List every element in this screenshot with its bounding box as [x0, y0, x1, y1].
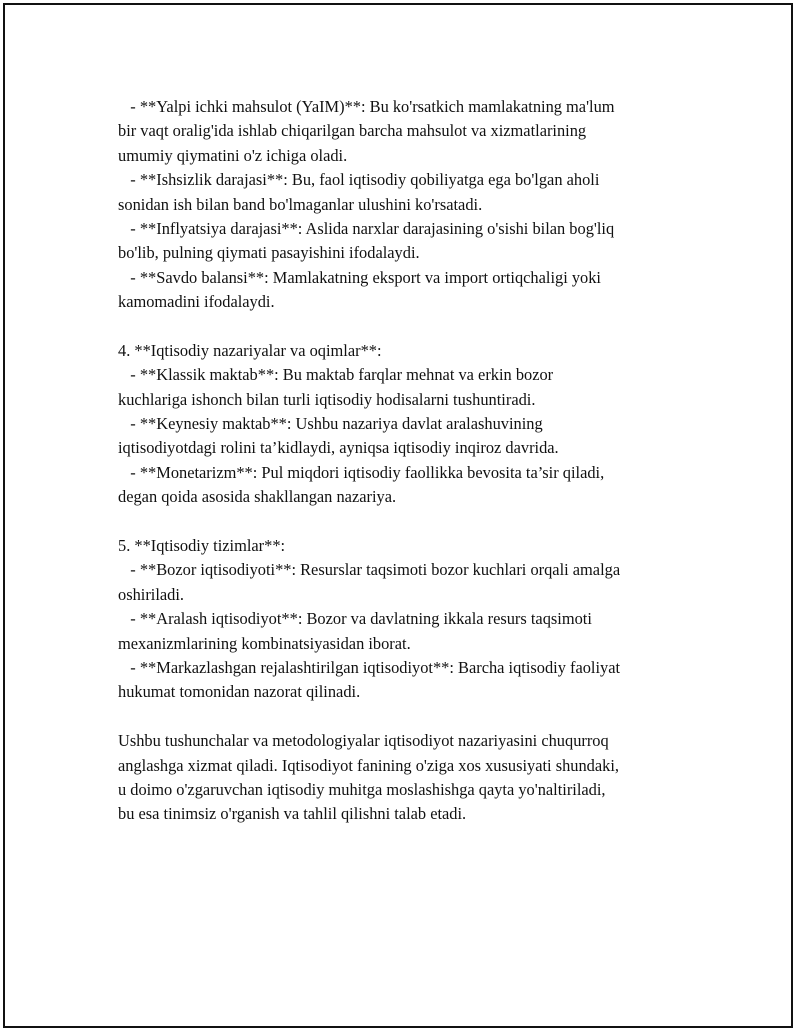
- text-line: - **Monetarizm**: Pul miqdori iqtisodiy faollikka bevosita ta’sir qiladi,: [118, 462, 605, 482]
- section-heading: 4. **Iqtisodiy nazariyalar va oqimlar**:: [118, 340, 382, 360]
- text-line: Ushbu tushunchalar va metodologiyalar iqtisodiyot nazariyasini chuqurroq: [118, 731, 609, 751]
- text-line: bu esa tinimsiz o'rganish va tahlil qilishni talab etadi.: [118, 804, 467, 824]
- text-line: umumiy qiymatini o'z ichiga oladi.: [118, 145, 348, 165]
- paragraph-conclusion: [118, 729, 718, 827]
- paragraph-systems: [118, 534, 718, 705]
- paragraph-indicators: [118, 95, 718, 315]
- text-line: - **Aralash iqtisodiyot**: Bozor va davlatning ikkala resurs taqsimoti: [118, 609, 592, 629]
- text-line: - **Markazlashgan rejalashtirilgan iqtisodiyot**: Barcha iqtisodiy faoliyat: [118, 657, 621, 677]
- text-line: - **Bozor iqtisodiyoti**: Resurslar taqsimoti bozor kuchlari orqali amalga: [118, 560, 621, 580]
- text-line: degan qoida asosida shakllangan nazariya.: [118, 487, 397, 507]
- text-line: - **Inflyatsiya darajasi**: Aslida narxlar darajasining o'sishi bilan bog'liq: [118, 218, 615, 238]
- text-line: kamomadini ifodalaydi.: [118, 292, 275, 312]
- text-line: u doimo o'zgaruvchan iqtisodiy muhitga moslashishga qayta yo'naltiriladi,: [118, 779, 606, 799]
- text-line: - **Keynesiy maktab**: Ushbu nazariya davlat aralashuvining: [118, 414, 543, 434]
- text-line: iqtisodiyotdagi rolini ta’kidlaydi, ayniqsa iqtisodiy inqiroz davrida.: [118, 438, 559, 458]
- text-line: anglashga xizmat qiladi. Iqtisodiyot fanining o'ziga xos xususiyati shundaki,: [118, 755, 619, 775]
- text-line: oshiriladi.: [118, 584, 185, 604]
- paragraph-theories: [118, 339, 718, 510]
- text-line: - **Klassik maktab**: Bu maktab farqlar mehnat va erkin bozor: [118, 365, 554, 385]
- paragraph-gap: [118, 705, 718, 729]
- text-line: kuchlariga ishonch bilan turli iqtisodiy hodisalarni tushuntiradi.: [118, 389, 536, 409]
- text-line: - **Yalpi ichki mahsulot (YaIM)**: Bu ko'rsatkich mamlakatning ma'lum: [118, 97, 615, 116]
- text-line: - **Ishsizlik darajasi**: Bu, faol iqtisodiy qobiliyatga ega bo'lgan aholi: [118, 170, 600, 190]
- document-text: [118, 95, 718, 827]
- text-line: sonidan ish bilan band bo'lmaganlar ulushini ko'rsatadi.: [118, 194, 483, 214]
- text-line: bir vaqt oralig'ida ishlab chiqarilgan barcha mahsulot va xizmatlarining: [118, 121, 587, 141]
- text-line: hukumat tomonidan nazorat qilinadi.: [118, 682, 361, 702]
- paragraph-gap: [118, 510, 718, 534]
- text-line: mexanizmlarining kombinatsiyasidan iborat.: [118, 633, 411, 653]
- text-line: bo'lib, pulning qiymati pasayishini ifodalaydi.: [118, 243, 420, 263]
- paragraph-gap: [118, 315, 718, 339]
- text-line: - **Savdo balansi**: Mamlakatning eksport va import ortiqchaligi yoki: [118, 267, 601, 287]
- section-heading: 5. **Iqtisodiy tizimlar**:: [118, 536, 286, 556]
